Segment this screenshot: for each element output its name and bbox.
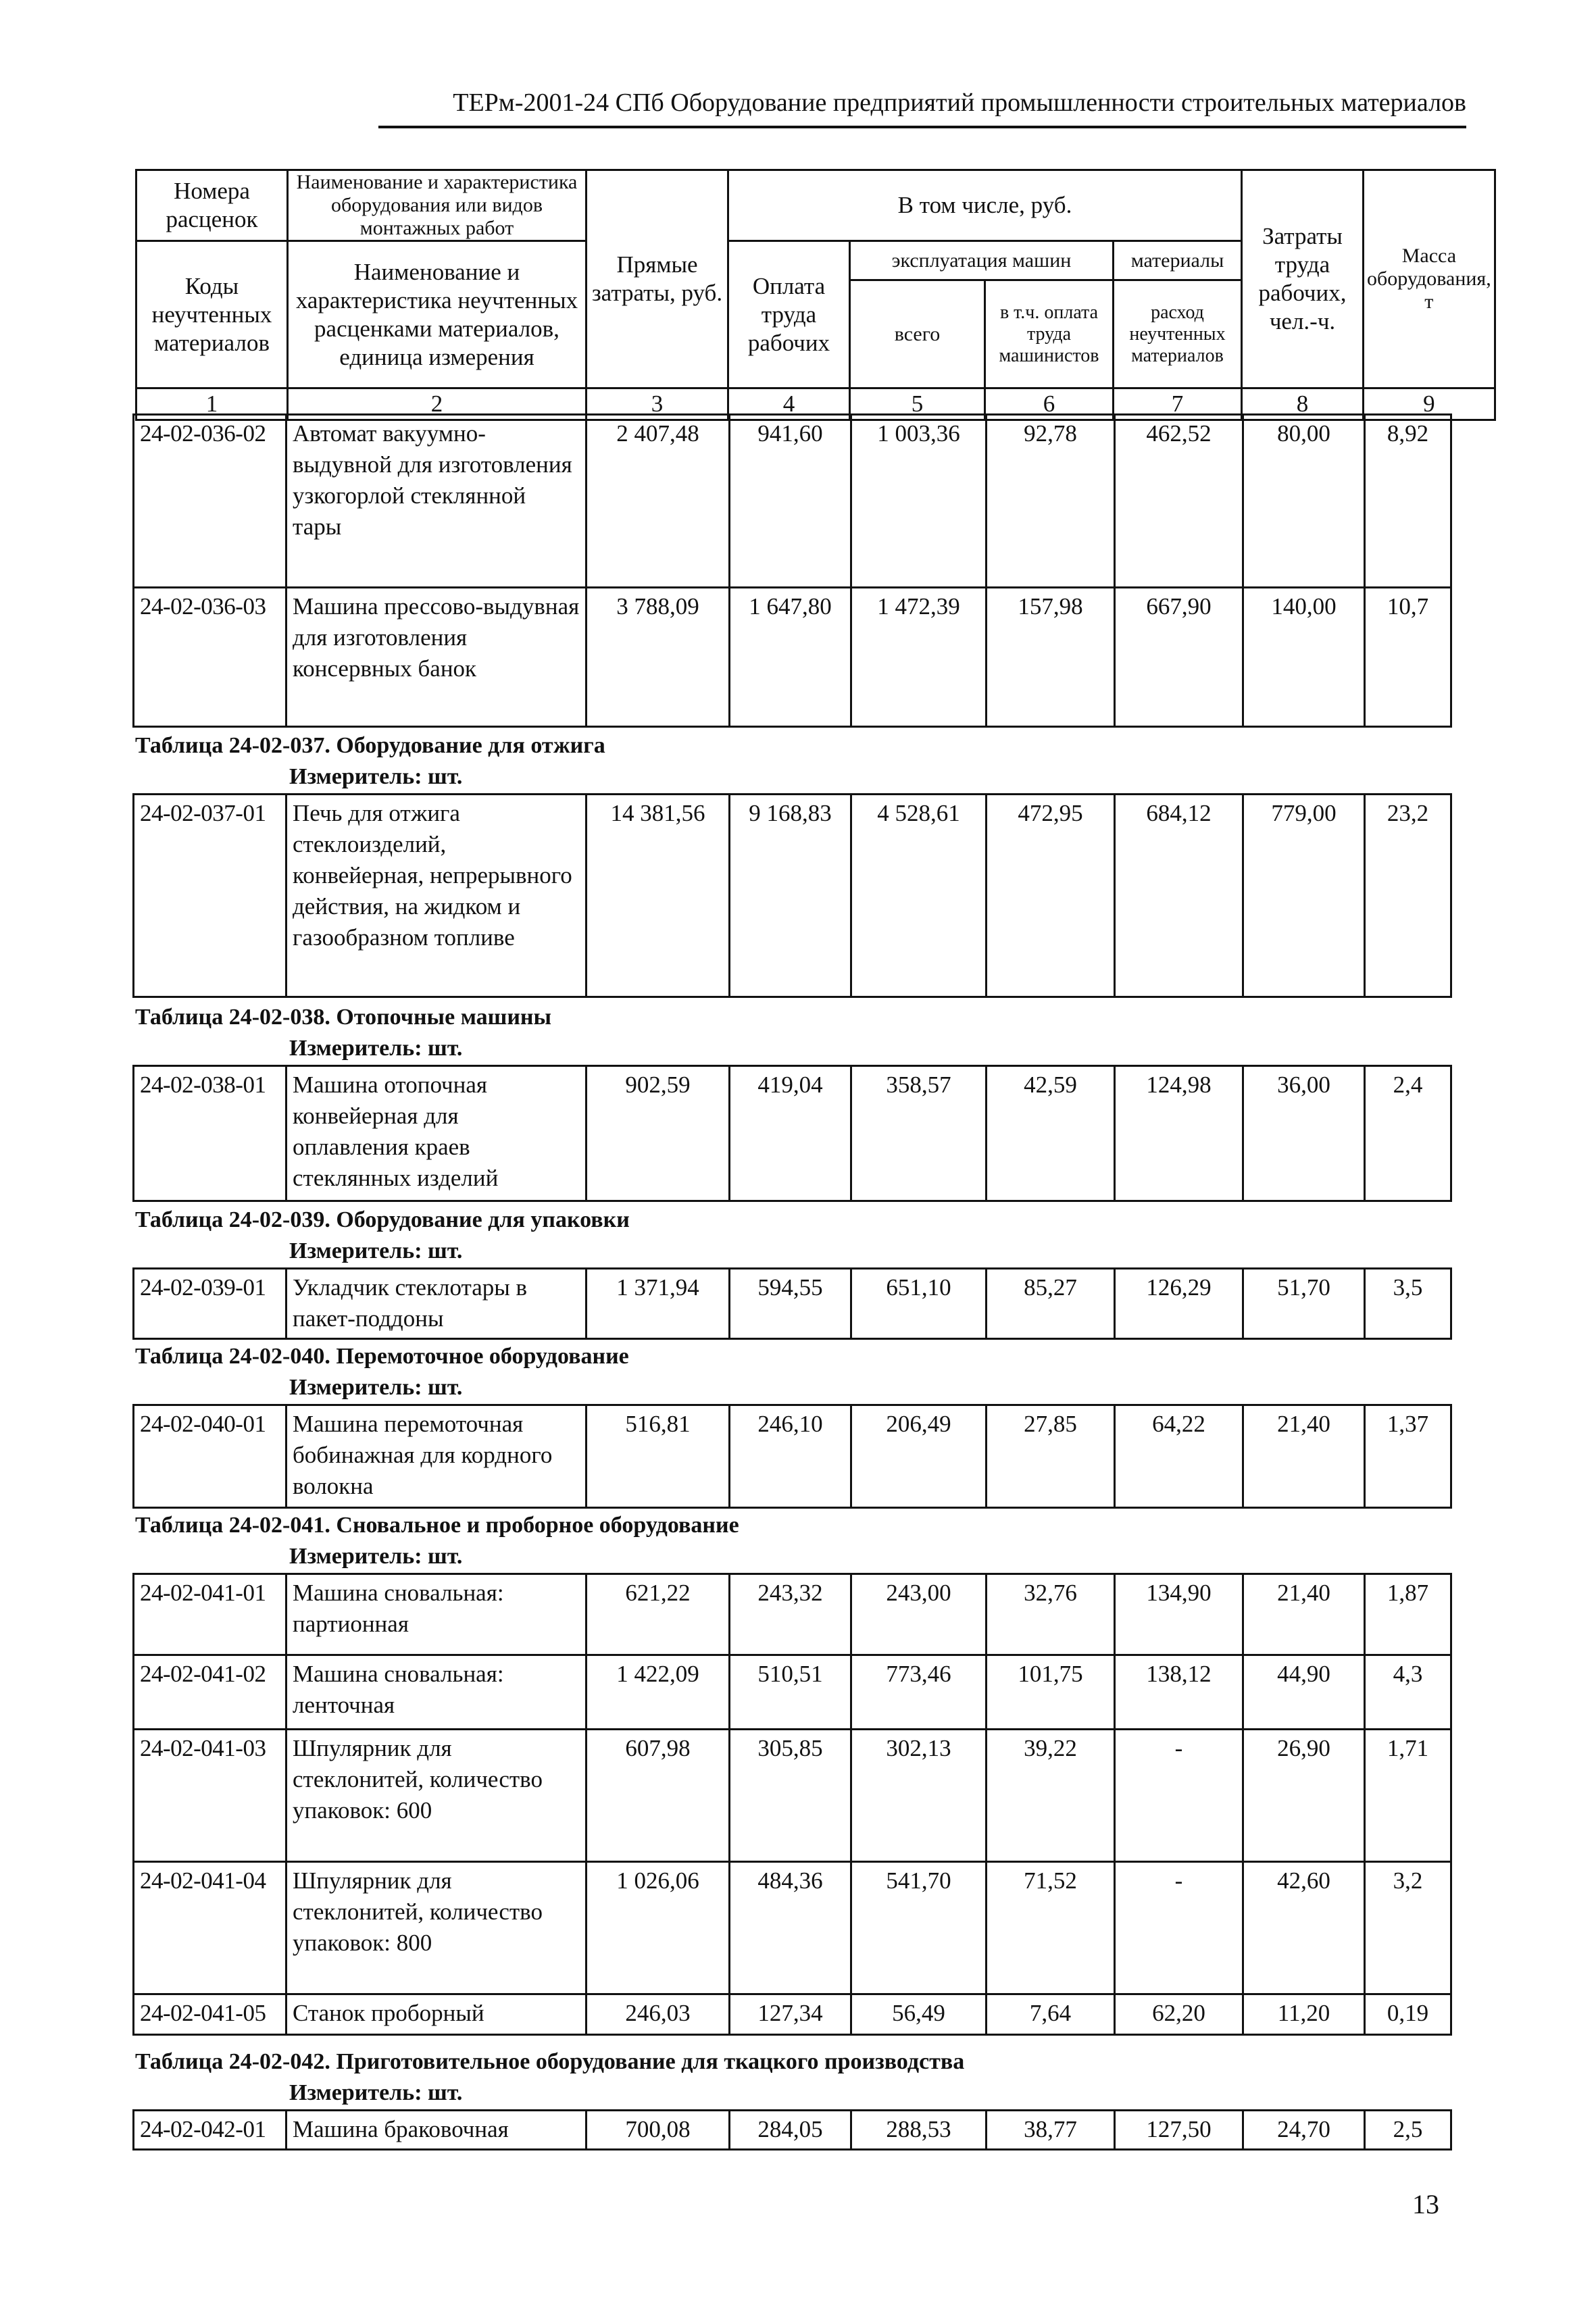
rate-name: Станок проборный xyxy=(286,1994,587,2035)
rate-name: Машина перемоточная бобинажная для кордного волокна xyxy=(286,1405,587,1508)
material-costs: - xyxy=(1115,1730,1243,1862)
equipment-mass: 1,87 xyxy=(1365,1574,1451,1655)
header-rate-number: Номера расценок xyxy=(136,170,288,241)
table-meter: Измеритель: шт. xyxy=(289,1375,463,1400)
table-row xyxy=(134,1574,1451,1655)
equipment-mass: 10,7 xyxy=(1365,588,1451,727)
machine-costs: 358,57 xyxy=(851,1066,987,1201)
machine-costs: 1 003,36 xyxy=(851,415,987,588)
machine-costs: 302,13 xyxy=(851,1730,987,1862)
labor-hours: 51,70 xyxy=(1243,1269,1365,1339)
table-meter: Измеритель: шт. xyxy=(289,764,463,789)
column-index: 9 xyxy=(1364,388,1495,420)
direct-costs: 902,59 xyxy=(587,1066,730,1201)
rate-code: 24-02-041-03 xyxy=(134,1730,286,1862)
column-index: 8 xyxy=(1242,388,1364,420)
equipment-mass: 0,19 xyxy=(1365,1994,1451,2035)
machinist-wages: 38,77 xyxy=(987,2111,1115,2150)
table-row xyxy=(134,415,1451,588)
column-index: 7 xyxy=(1114,388,1242,420)
table-row xyxy=(134,795,1451,997)
material-costs: 134,90 xyxy=(1115,1574,1243,1655)
wages: 1 647,80 xyxy=(730,588,851,727)
direct-costs: 1 422,09 xyxy=(587,1655,730,1730)
rate-code: 24-02-042-01 xyxy=(134,2111,286,2150)
column-index: 4 xyxy=(728,388,850,420)
header-machine-operation: эксплуатация машин xyxy=(850,241,1114,280)
rate-name: Машина отопочная конвейерная для оплавления краев стеклянных изделий xyxy=(286,1066,587,1201)
header-mass: Масса оборудования, т xyxy=(1364,170,1495,388)
machine-costs: 206,49 xyxy=(851,1405,987,1508)
page-number: 13 xyxy=(1412,2189,1439,2219)
wages: 284,05 xyxy=(730,2111,851,2150)
equipment-mass: 8,92 xyxy=(1365,415,1451,588)
machinist-wages: 71,52 xyxy=(987,1862,1115,1994)
equipment-mass: 3,5 xyxy=(1365,1269,1451,1339)
table-row xyxy=(134,1405,1451,1508)
labor-hours: 44,90 xyxy=(1243,1655,1365,1730)
direct-costs: 1 371,94 xyxy=(587,1269,730,1339)
rate-name: Укладчик стеклотары в пакет-поддоны xyxy=(286,1269,587,1339)
wages: 246,10 xyxy=(730,1405,851,1508)
column-header-table xyxy=(135,169,1496,421)
wages: 594,55 xyxy=(730,1269,851,1339)
machinist-wages: 7,64 xyxy=(987,1994,1115,2035)
table-meter: Измеритель: шт. xyxy=(289,1544,463,1569)
labor-hours: 36,00 xyxy=(1243,1066,1365,1201)
machine-costs: 651,10 xyxy=(851,1269,987,1339)
wages: 243,32 xyxy=(730,1574,851,1655)
direct-costs: 2 407,48 xyxy=(587,415,730,588)
machinist-wages: 32,76 xyxy=(987,1574,1115,1655)
rate-name: Шпулярник для стеклонитей, количество упаковок: 600 xyxy=(286,1730,587,1862)
header-including: В том числе, руб. xyxy=(728,170,1242,241)
wages: 9 168,83 xyxy=(730,795,851,997)
direct-costs: 14 381,56 xyxy=(587,795,730,997)
header-total: всего xyxy=(850,280,985,388)
labor-hours: 42,60 xyxy=(1243,1862,1365,1994)
machinist-wages: 39,22 xyxy=(987,1730,1115,1862)
material-costs: - xyxy=(1115,1862,1243,1994)
running-header: ТЕРм-2001-24 СПб Оборудование предприятий промышленности строительных материалов xyxy=(453,89,1466,117)
table-row xyxy=(134,1730,1451,1862)
rate-name: Печь для отжига стеклоизделий, конвейерная, непрерывного действия, на жидком и газообразном топливе xyxy=(286,795,587,997)
header-material-codes: Коды неучтенных материалов xyxy=(136,241,288,388)
labor-hours: 779,00 xyxy=(1243,795,1365,997)
rates-table-038 xyxy=(132,1065,1452,1202)
labor-hours: 26,90 xyxy=(1243,1730,1365,1862)
machinist-wages: 85,27 xyxy=(987,1269,1115,1339)
machinist-wages: 157,98 xyxy=(987,588,1115,727)
material-costs: 462,52 xyxy=(1115,415,1243,588)
table-caption: Таблица 24-02-038. Отопочные машины xyxy=(135,1005,552,1030)
direct-costs: 516,81 xyxy=(587,1405,730,1508)
rate-name: Машина сновальная: ленточная xyxy=(286,1655,587,1730)
column-index: 5 xyxy=(850,388,985,420)
material-costs: 127,50 xyxy=(1115,2111,1243,2150)
rate-code: 24-02-037-01 xyxy=(134,795,286,997)
table-caption: Таблица 24-02-039. Оборудование для упаковки xyxy=(135,1207,630,1232)
labor-hours: 80,00 xyxy=(1243,415,1365,588)
equipment-mass: 23,2 xyxy=(1365,795,1451,997)
header-labor: Затраты труда рабочих, чел.-ч. xyxy=(1242,170,1364,388)
rate-code: 24-02-041-05 xyxy=(134,1994,286,2035)
rates-table-042 xyxy=(132,2109,1452,2150)
table-caption: Таблица 24-02-041. Сновальное и проборное оборудование xyxy=(135,1513,739,1538)
direct-costs: 700,08 xyxy=(587,2111,730,2150)
material-costs: 126,29 xyxy=(1115,1269,1243,1339)
machinist-wages: 92,78 xyxy=(987,415,1115,588)
rate-name: Машина прессово-выдувная для изготовления консервных банок xyxy=(286,588,587,727)
table-meter: Измеритель: шт. xyxy=(289,1036,463,1061)
table-row xyxy=(134,1066,1451,1201)
labor-hours: 24,70 xyxy=(1243,2111,1365,2150)
wages: 127,34 xyxy=(730,1994,851,2035)
machine-costs: 288,53 xyxy=(851,2111,987,2150)
table-row xyxy=(134,2111,1451,2150)
column-index: 2 xyxy=(288,388,587,420)
machine-costs: 1 472,39 xyxy=(851,588,987,727)
header-wages: Оплата труда рабочих xyxy=(728,241,850,388)
header-material-name: Наименование и характеристика неучтенных расценками материалов, единица измерения xyxy=(288,241,587,388)
wages: 484,36 xyxy=(730,1862,851,1994)
material-costs: 64,22 xyxy=(1115,1405,1243,1508)
labor-hours: 140,00 xyxy=(1243,588,1365,727)
table-row xyxy=(134,1655,1451,1730)
material-costs: 138,12 xyxy=(1115,1655,1243,1730)
machinist-wages: 472,95 xyxy=(987,795,1115,997)
wages: 941,60 xyxy=(730,415,851,588)
rate-code: 24-02-041-01 xyxy=(134,1574,286,1655)
table-row xyxy=(134,588,1451,727)
rate-code: 24-02-039-01 xyxy=(134,1269,286,1339)
rate-code: 24-02-040-01 xyxy=(134,1405,286,1508)
rates-table-037 xyxy=(132,793,1452,998)
equipment-mass: 2,4 xyxy=(1365,1066,1451,1201)
material-costs: 684,12 xyxy=(1115,795,1243,997)
rates-table-039 xyxy=(132,1267,1452,1340)
rate-code: 24-02-038-01 xyxy=(134,1066,286,1201)
labor-hours: 11,20 xyxy=(1243,1994,1365,2035)
rate-name: Машина сновальная: партионная xyxy=(286,1574,587,1655)
rate-name: Шпулярник для стеклонитей, количество упаковок: 800 xyxy=(286,1862,587,1994)
table-meter: Измеритель: шт. xyxy=(289,1238,463,1263)
header-direct-costs: Прямые затраты, руб. xyxy=(587,170,728,388)
machinist-wages: 27,85 xyxy=(987,1405,1115,1508)
equipment-mass: 3,2 xyxy=(1365,1862,1451,1994)
header-unaccounted-materials: расход неучтенных материалов xyxy=(1114,280,1242,388)
direct-costs: 246,03 xyxy=(587,1994,730,2035)
material-costs: 62,20 xyxy=(1115,1994,1243,2035)
rate-code: 24-02-036-03 xyxy=(134,588,286,727)
equipment-mass: 1,37 xyxy=(1365,1405,1451,1508)
header-name: Наименование и характеристика оборудования или видов монтажных работ xyxy=(288,170,587,241)
wages: 305,85 xyxy=(730,1730,851,1862)
table-row xyxy=(134,1994,1451,2035)
equipment-mass: 4,3 xyxy=(1365,1655,1451,1730)
header-machinist-wages: в т.ч. оплата труда машинистов xyxy=(985,280,1114,388)
table-caption: Таблица 24-02-040. Перемоточное оборудование xyxy=(135,1344,629,1369)
machine-costs: 243,00 xyxy=(851,1574,987,1655)
machine-costs: 4 528,61 xyxy=(851,795,987,997)
rate-code: 24-02-041-04 xyxy=(134,1862,286,1994)
direct-costs: 1 026,06 xyxy=(587,1862,730,1994)
machine-costs: 56,49 xyxy=(851,1994,987,2035)
rates-table-036 xyxy=(132,413,1452,728)
header-rule xyxy=(378,126,1466,128)
machinist-wages: 42,59 xyxy=(987,1066,1115,1201)
rate-name: Автомат вакуумно-выдувной для изготовления узкогорлой стеклянной тары xyxy=(286,415,587,588)
table-caption: Таблица 24-02-042. Приготовительное оборудование для ткацкого производства xyxy=(135,2049,965,2074)
column-index: 3 xyxy=(587,388,728,420)
equipment-mass: 2,5 xyxy=(1365,2111,1451,2150)
table-caption: Таблица 24-02-037. Оборудование для отжига xyxy=(135,733,605,758)
direct-costs: 3 788,09 xyxy=(587,588,730,727)
machine-costs: 541,70 xyxy=(851,1862,987,1994)
table-row xyxy=(134,1862,1451,1994)
table-meter: Измеритель: шт. xyxy=(289,2080,463,2105)
rate-code: 24-02-036-02 xyxy=(134,415,286,588)
rate-name: Машина браковочная xyxy=(286,2111,587,2150)
wages: 419,04 xyxy=(730,1066,851,1201)
equipment-mass: 1,71 xyxy=(1365,1730,1451,1862)
material-costs: 124,98 xyxy=(1115,1066,1243,1201)
column-index: 1 xyxy=(136,388,288,420)
wages: 510,51 xyxy=(730,1655,851,1730)
direct-costs: 607,98 xyxy=(587,1730,730,1862)
table-row xyxy=(134,1269,1451,1339)
direct-costs: 621,22 xyxy=(587,1574,730,1655)
material-costs: 667,90 xyxy=(1115,588,1243,727)
labor-hours: 21,40 xyxy=(1243,1574,1365,1655)
machine-costs: 773,46 xyxy=(851,1655,987,1730)
rates-table-041 xyxy=(132,1573,1452,2036)
header-materials: материалы xyxy=(1114,241,1242,280)
column-index: 6 xyxy=(985,388,1114,420)
rate-code: 24-02-041-02 xyxy=(134,1655,286,1730)
labor-hours: 21,40 xyxy=(1243,1405,1365,1508)
machinist-wages: 101,75 xyxy=(987,1655,1115,1730)
rates-table-040 xyxy=(132,1404,1452,1509)
